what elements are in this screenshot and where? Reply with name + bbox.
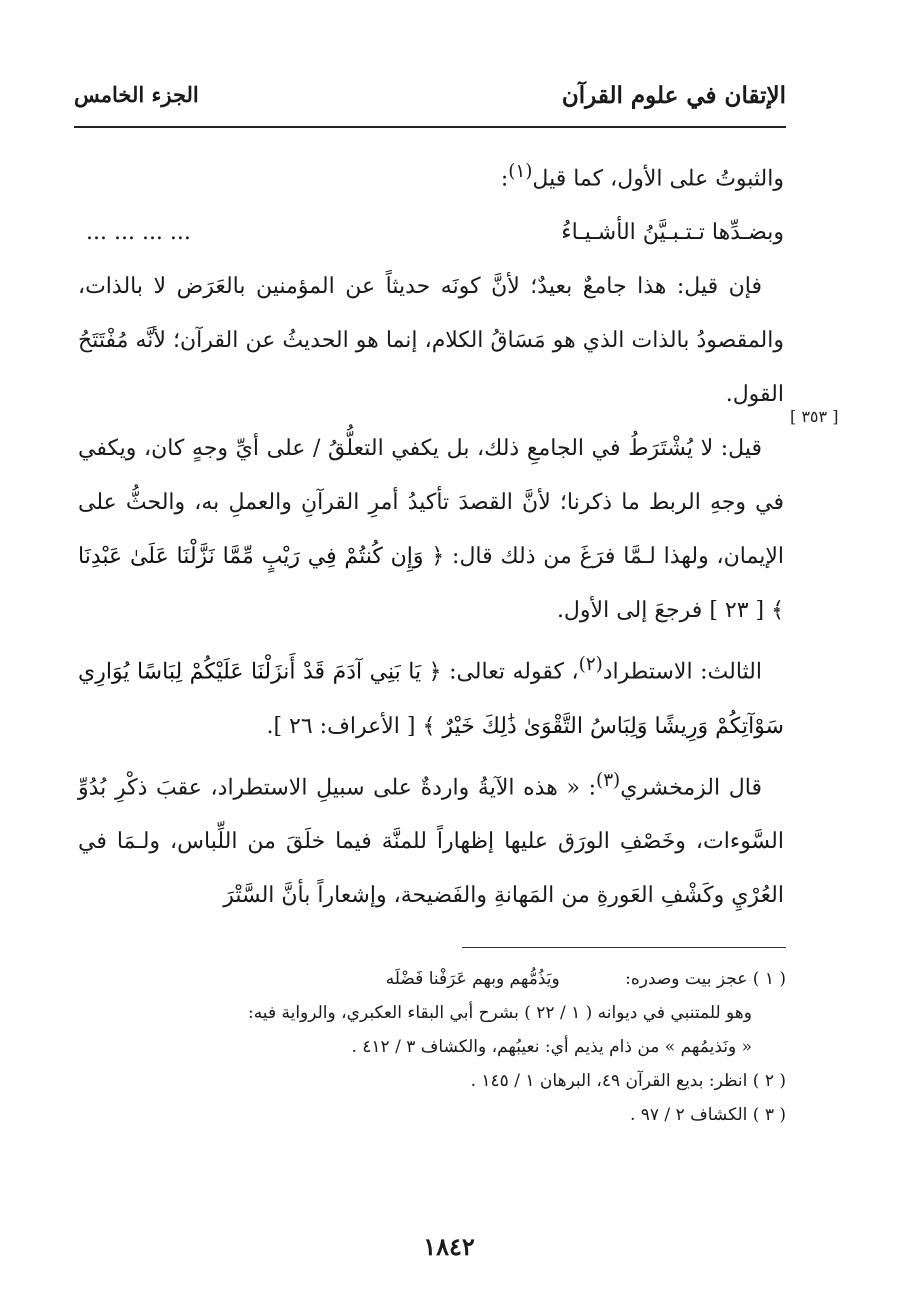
footnote-1 bbox=[80, 962, 786, 996]
intro-end: : bbox=[500, 166, 509, 192]
verse-first-hemistich-omitted: ... ... ... ... bbox=[86, 220, 191, 246]
footnote-1-line2: وهو للمتنبي في ديوانه ( ١ / ٢٢ ) بشرح أبي البقاء العكبري، والرواية فيه: bbox=[247, 1003, 752, 1023]
reply-text: قيل: لا يُشْتَرَطُ في الجامعِ ذلك، بل يكفي التعلُّقُ / على أيِّ وجهٍ كان، ويكفي في وجهِ الربط ما ذكرنا؛ لأنَّ القصدَ تأكيدُ أمرِ القرآنِ والعملِ به، والحثُّ على الإيمان، ولهذا لـمَّا فرَغَ من ذلك قال: bbox=[78, 436, 785, 570]
margin-page-number: [ ٣٥٣ ] bbox=[790, 407, 839, 426]
intro-text: والثبوتُ على الأول، كما قيل bbox=[532, 166, 784, 192]
header-rule bbox=[74, 126, 786, 128]
footnotes bbox=[80, 962, 786, 1132]
quran-ref-1: [ ٢٣ ] bbox=[709, 598, 765, 624]
third-start: الثالث: الاستطراد bbox=[602, 659, 762, 685]
footnote-2: ( ٢ ) انظر: بديع القرآن ٤٩، البرهان ١ / ١٤٥ . bbox=[470, 1071, 786, 1091]
intro-line bbox=[78, 145, 784, 206]
quran-quote-1: ﴿ وَإِن كُنتُمْ فِي رَيْبٍ مِّمَّا نَزَّلْنَا عَلَىٰ عَبْدِنَا ﴾ bbox=[78, 544, 784, 624]
part-label: الجزء الخامس bbox=[74, 82, 199, 107]
paragraph-zamakhshari bbox=[78, 754, 784, 923]
footnote-ref-1[interactable]: (١) bbox=[508, 161, 533, 182]
quran-quote-2: ﴿ يَا بَنِي آدَمَ قَدْ أَنزَلْنَا عَلَيْكُمْ لِبَاسًا يُوَارِي سَوْآتِكُمْ وَرِيشًا وَلِبَاسُ التَّقْوَىٰ ذَٰلِكَ خَيْرٌ ﴾ bbox=[78, 659, 784, 739]
footnote-1-line3: « ونَذيمُهم » من ذام يذيم أي: نعيبُهم، والكشاف ٣ / ٤١٢ . bbox=[351, 1037, 752, 1057]
running-header bbox=[74, 80, 786, 120]
paragraph-reply bbox=[78, 422, 784, 638]
footnote-3: ( ٣ ) الكشاف ٢ / ٩٧ . bbox=[629, 1105, 786, 1125]
page-number: ١٨٤٢ bbox=[423, 1232, 475, 1261]
paragraph-objection: فإن قيل: هذا جامعٌ بعيدٌ؛ لأنَّ كونَه حديثاً عن المؤمنين بالعَرَض لا بالذات، والمقصودُ بالذات الذي هو مَسَاقُ الكلام، إنما هو الحديثُ عن القرآن؛ لأنَّه مُفْتَتَحُ القول. bbox=[78, 274, 784, 408]
quran-after-1: فرجعَ إلى الأول. bbox=[556, 598, 703, 624]
verse-second-hemistich: وبضـدِّها تـتـبـيَّنُ الأشـيـاءُ bbox=[561, 220, 784, 246]
poetry-verse bbox=[78, 206, 784, 260]
footnote-ref-2[interactable]: (٢) bbox=[578, 654, 603, 676]
footnote-rule bbox=[462, 947, 786, 948]
footnote-ref-3[interactable]: (٣) bbox=[596, 769, 621, 791]
zamakhshari-text: : « هذه الآيةُ واردةٌ على سبيلِ الاستطراد، عقبَ ذكْرِ بُدُوِّ السَّوءات، وخَصْفِ الورَق عليها إظهاراً للمنَّة فيما خلَقَ من اللِّباس، ولـمَا في العُرْيِ وكَشْفِ العَورةِ من المَهانةِ والفَضيحة، وإشعاراً بأنَّ السَّتْرَ bbox=[78, 774, 784, 908]
book-title: الإتقان في علوم القرآن bbox=[561, 82, 786, 109]
footnote-1-verse: ويَذُمُّهم وبهم عَرَفْنا فَضْلَه bbox=[385, 969, 560, 989]
quran-ref-2: [ الأعراف: ٢٦ ] bbox=[273, 713, 416, 739]
main-text bbox=[78, 145, 784, 923]
third-mid: ، كقوله تعالى: bbox=[449, 659, 579, 685]
footnote-1-label: ( ١ ) عجز بيت وصدره: bbox=[625, 969, 786, 989]
paragraph-third: الثالث: الاستطراد$^{(٢)}$، كقوله تعالى: ﴿ يَا بَنِي آدَمَ قَدْ أَنزَلْنَا عَلَيْكُمْ لِبَاسًا يُوَارِي سَوْآتِكُمْ وَرِيشًا وَلِبَاسُ التَّقْوَىٰ ذَٰلِكَ خَيْرٌ ﴾ [ الأعراف: ٢٦ ]. bbox=[78, 654, 784, 739]
zamakhshari-start: قال الزمخشري bbox=[620, 774, 762, 800]
